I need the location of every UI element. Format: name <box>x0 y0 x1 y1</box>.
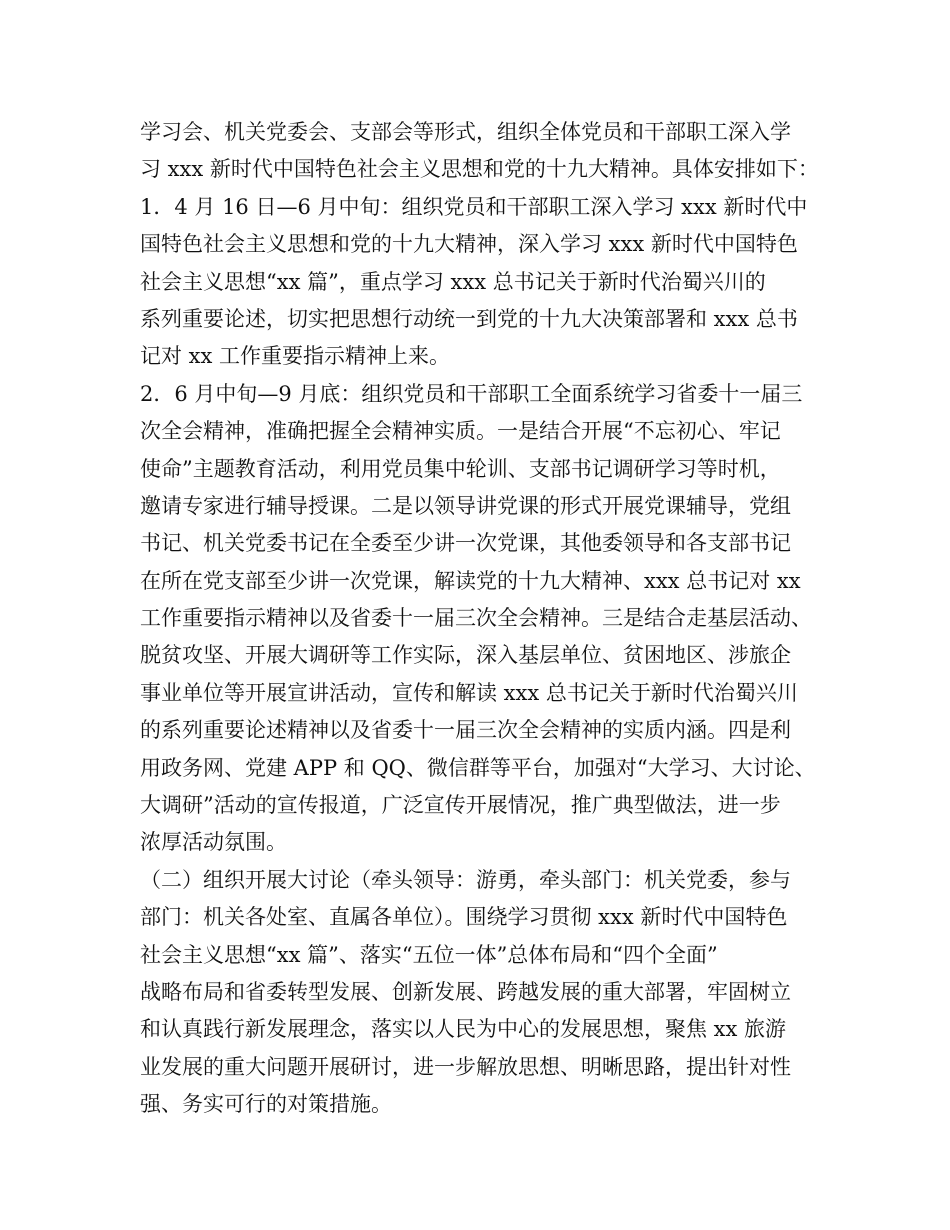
list-item-2-line: 2．6 月中旬—9 月底：组织党员和干部职工全面系统学习省委十一届三 <box>140 381 803 406</box>
text-line: 大调研”活动的宣传报道，广泛宣传开展情况，推广典型做法，进一步 <box>140 793 781 818</box>
text-line: 书记、机关党委书记在全委至少讲一次党课，其他委领导和各支部书记 <box>140 531 791 556</box>
text-line: 在所在党支部至少讲一次党课，解读党的十九大精神、xxx 总书记对 xx <box>140 568 801 593</box>
text-line: 强、务实可行的对策措施。 <box>140 1092 392 1117</box>
text-line: 社会主义思想“xx 篇”、落实“五位一体”总体布局和“四个全面” <box>140 942 718 967</box>
text-line: 记对 xx 工作重要指示精神上来。 <box>140 344 451 369</box>
text-line: 部门：机关各处室、直属各单位）。围绕学习贯彻 xxx 新时代中国特色 <box>140 905 788 930</box>
text-line: 次全会精神，准确把握全会精神实质。一是结合开展“不忘初心、牢记 <box>140 419 781 444</box>
text-line: 系列重要论述，切实把思想行动统一到党的十九大决策部署和 xxx 总书 <box>140 306 798 331</box>
text-line: 事业单位等开展宣讲活动，宣传和解读 xxx 总书记关于新时代治蜀兴川 <box>140 680 798 705</box>
list-item-1-line: 1．4 月 16 日—6 月中旬：组织党员和干部职工深入学习 xxx 新时代中 <box>140 194 808 219</box>
text-line: 战略布局和省委转型发展、创新发展、跨越发展的重大部署，牢固树立 <box>140 979 791 1004</box>
text-line: 使命”主题教育活动，利用党员集中轮训、支部书记调研学习等时机， <box>140 456 781 481</box>
text-line: 和认真践行新发展理念，落实以人民为中心的发展思想，聚焦 xx 旅游 <box>140 1017 787 1042</box>
text-line: 用政务网、党建 APP 和 QQ、微信群等平台，加强对“大学习、大讨论、 <box>140 755 816 780</box>
text-line: 工作重要指示精神以及省委十一届三次全会精神。三是结合走基层活动、 <box>140 606 812 631</box>
text-line: 社会主义思想“xx 篇”，重点学习 xxx 总书记关于新时代治蜀兴川的 <box>140 269 766 294</box>
text-line: 习 xxx 新时代中国特色社会主义思想和党的十九大精神。具体安排如下： <box>140 157 819 182</box>
section-heading-line: （二）组织开展大讨论（牵头领导：游勇，牵头部门：机关党委，参与 <box>140 867 791 892</box>
document-body <box>140 114 820 1124</box>
text-line: 浓厚活动氛围。 <box>140 830 287 855</box>
text-line: 的系列重要论述精神以及省委十一届三次全会精神的实质内涵。四是利 <box>140 718 791 743</box>
text-line: 脱贫攻坚、开展大调研等工作实际，深入基层单位、贫困地区、涉旅企 <box>140 643 791 668</box>
text-line: 国特色社会主义思想和党的十九大精神，深入学习 xxx 新时代中国特色 <box>140 232 798 257</box>
text-line: 学习会、机关党委会、支部会等形式，组织全体党员和干部职工深入学 <box>140 120 791 144</box>
text-line: 邀请专家进行辅导授课。二是以领导讲党课的形式开展党课辅导，党组 <box>140 493 791 518</box>
text-line: 业发展的重大问题开展研讨，进一步解放思想、明晰思路，提出针对性 <box>140 1054 791 1079</box>
